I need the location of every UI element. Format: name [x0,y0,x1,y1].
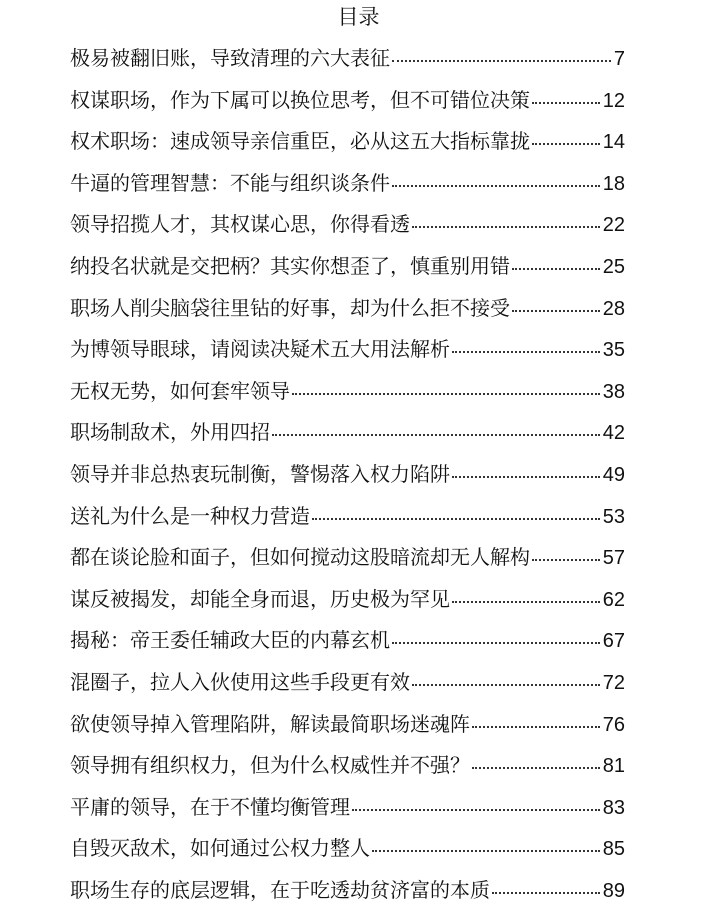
toc-entry[interactable] [70,121,625,163]
toc-entry-title: 权术职场：速成领导亲信重臣，必从这五大指标靠拢 [70,129,530,154]
toc-dot-leader [312,517,600,520]
toc-entry[interactable] [70,288,625,330]
toc-entry-title: 极易被翻旧账，导致清理的六大表征 [70,46,390,70]
toc-dot-leader [412,225,600,228]
toc-entry-title: 领导招揽人才，其权谋心思，你得看透 [70,212,410,237]
toc-entry[interactable] [70,329,625,371]
toc-dot-leader [452,600,600,603]
toc-entry-title: 职场制敌术，外用四招 [70,420,270,445]
toc-entry-page: 18 [602,172,625,195]
toc-entry-title: 职场人削尖脑袋往里钻的好事，却为什么拒不接受 [70,295,510,320]
toc-entry[interactable] [70,787,625,829]
toc-entry-title: 权谋职场，作为下属可以换位思考，但不可错位决策 [70,87,530,112]
toc-entry-page: 76 [602,713,625,736]
toc-entry-page: 25 [602,255,625,278]
toc-dot-leader [272,433,600,436]
toc-entry-page: 83 [602,796,625,819]
toc-entry[interactable] [70,163,625,205]
toc-dot-leader [532,558,600,561]
toc-entry-title: 混圈子，拉人入伙使用这些手段更有效 [70,669,410,694]
toc-dot-leader [492,891,600,894]
toc-dot-leader [532,142,600,145]
toc-entry[interactable] [70,38,625,80]
toc-entry-page: 38 [602,380,625,403]
toc-entry-page: 53 [602,505,625,528]
toc-dot-leader [292,392,600,395]
toc-entry[interactable] [70,870,625,912]
toc-entry[interactable] [70,246,625,288]
toc-dot-leader [472,766,600,769]
toc-entry[interactable] [70,412,625,454]
toc-entry-page: 67 [602,630,625,653]
toc-entry[interactable] [70,496,625,538]
toc-entry-page: 85 [602,838,625,861]
toc-dot-leader [392,184,600,187]
toc-entry[interactable] [70,371,625,413]
toc-entry-title: 牛逼的管理智慧：不能与组织谈条件 [70,170,390,195]
toc-dot-leader [452,350,600,353]
toc-entry[interactable] [70,204,625,246]
toc-dot-leader [472,725,600,728]
toc-entry-title: 自毁灭敌术，如何通过公权力整人 [70,836,370,861]
toc-entry-title: 送礼为什么是一种权力营造 [70,503,310,528]
toc-entry-page: 57 [602,547,625,570]
toc-dot-leader [352,808,600,811]
toc-entry-page: 49 [602,463,625,486]
toc-entry-page: 81 [602,755,625,778]
toc-entry-page: 28 [602,297,625,320]
table-of-contents [70,38,625,911]
toc-entry-page: 62 [602,588,625,611]
toc-entry[interactable] [70,704,625,746]
toc-entry-page: 72 [602,671,625,694]
toc-entry-page: 12 [602,89,625,112]
toc-entry-page: 14 [602,131,625,154]
toc-entry-title: 揭秘：帝王委任辅政大臣的内幕玄机 [70,628,390,653]
toc-entry-title: 平庸的领导，在于不懂均衡管理 [70,794,350,819]
toc-dot-leader [372,849,600,852]
page-title: 目录 [337,5,380,29]
toc-entry-title: 领导并非总热衷玩制衡，警惕落入权力陷阱 [70,461,450,486]
toc-entry-title: 纳投名状就是交把柄？其实你想歪了，慎重别用错 [70,253,510,278]
toc-dot-leader [512,267,600,270]
toc-entry[interactable] [70,537,625,579]
toc-entry-title: 为博领导眼球，请阅读决疑术五大用法解析 [70,337,450,362]
toc-dot-leader [412,683,600,686]
toc-entry-title: 谋反被揭发，却能全身而退，历史极为罕见 [70,586,450,611]
toc-entry[interactable] [70,745,625,787]
toc-entry-page: 22 [602,214,625,237]
toc-entry-title: 职场生存的底层逻辑，在于吃透劫贫济富的本质 [70,877,490,902]
toc-entry[interactable] [70,454,625,496]
toc-entry[interactable] [70,828,625,870]
toc-entry-title: 都在谈论脸和面子，但如何搅动这股暗流却无人解构 [70,545,530,570]
toc-entry-title: 欲使领导掉入管理陷阱，解读最简职场迷魂阵 [70,711,470,736]
toc-entry-page: 7 [613,48,625,70]
toc-dot-leader [452,475,600,478]
toc-dot-leader [512,309,600,312]
toc-entry[interactable] [70,80,625,122]
toc-entry[interactable] [70,579,625,621]
toc-entry-title: 领导拥有组织权力，但为什么权威性并不强？ [70,753,470,778]
toc-entry[interactable] [70,662,625,704]
toc-entry[interactable] [70,620,625,662]
toc-entry-page: 42 [602,422,625,445]
toc-entry-page: 35 [602,339,625,362]
toc-dot-leader [532,101,600,104]
toc-dot-leader [392,59,611,62]
toc-entry-page: 89 [602,879,625,902]
toc-dot-leader [392,641,600,644]
toc-entry-title: 无权无势，如何套牢领导 [70,378,290,403]
